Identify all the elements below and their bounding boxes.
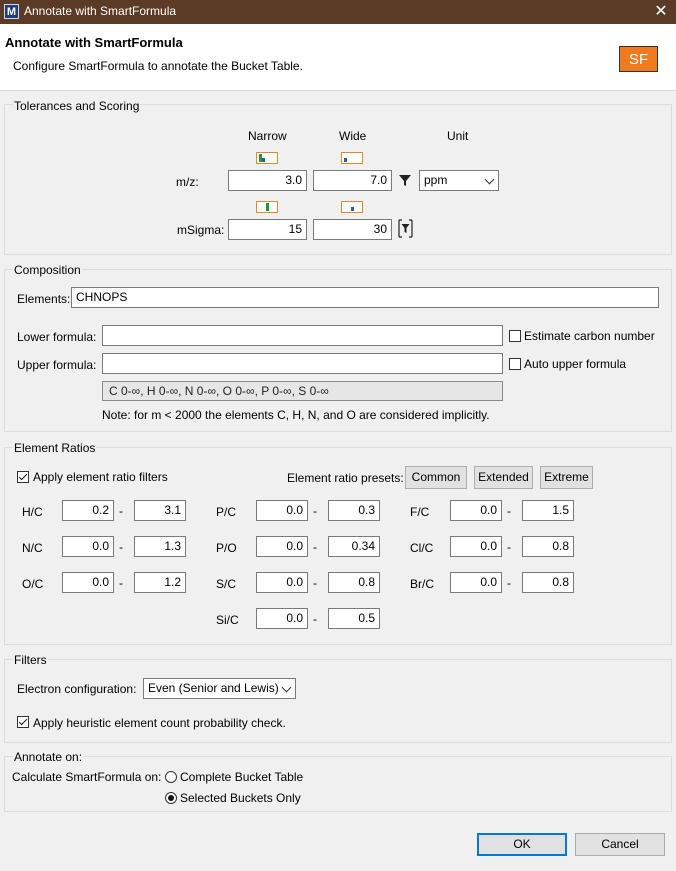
- ratio-clc-max-input[interactable]: 0.8: [522, 536, 574, 557]
- unit-header: Unit: [447, 129, 469, 143]
- ratio-clc-dash: -: [507, 540, 511, 554]
- ratio-fc-max-input[interactable]: 1.5: [522, 500, 574, 521]
- upper-formula-label: Upper formula:: [17, 358, 97, 372]
- preset-extended-button[interactable]: Extended: [474, 466, 533, 489]
- radio-complete-bucket-table[interactable]: [165, 771, 177, 783]
- ratio-po-min-input[interactable]: 0.0: [256, 536, 308, 557]
- ratio-oc-dash: -: [119, 576, 123, 590]
- msigma-wide-score-gauge: [341, 201, 363, 213]
- preset-common-button[interactable]: Common: [405, 466, 467, 489]
- ratio-sic-min-input[interactable]: 0.0: [256, 608, 308, 629]
- upper-formula-input[interactable]: [102, 353, 503, 374]
- ratio-hc-dash: -: [119, 504, 123, 518]
- auto-upper-formula-checkbox[interactable]: [509, 358, 521, 370]
- msigma-narrow-score-gauge: [256, 201, 278, 213]
- composition-group-label: Composition: [14, 263, 81, 277]
- ratio-pc-max-input[interactable]: 0.3: [328, 500, 380, 521]
- ratio-nc-dash: -: [119, 540, 123, 554]
- ratio-clc-min-input[interactable]: 0.0: [450, 536, 502, 557]
- ratio-hc-label: H/C: [22, 505, 43, 519]
- ratio-oc-max-input[interactable]: 1.2: [134, 572, 186, 593]
- ratio-sc-min-input[interactable]: 0.0: [256, 572, 308, 593]
- mz-wide-score-gauge: [341, 152, 363, 164]
- preset-extreme-button[interactable]: Extreme: [540, 466, 593, 489]
- ratio-nc-min-input[interactable]: 0.0: [62, 536, 114, 557]
- ratio-po-label: P/O: [216, 541, 237, 555]
- estimate-carbon-label: Estimate carbon number: [524, 329, 655, 343]
- elements-input[interactable]: CHNOPS: [71, 287, 659, 308]
- filters-group: [4, 659, 672, 743]
- ratio-nc-max-input[interactable]: 1.3: [134, 536, 186, 557]
- msigma-wide-input[interactable]: 30: [313, 219, 392, 240]
- ratio-sc-label: S/C: [216, 577, 237, 591]
- formula-range-summary: C 0-∞, H 0-∞, N 0-∞, O 0-∞, P 0-∞, S 0-∞: [102, 381, 503, 401]
- estimate-carbon-checkbox[interactable]: [509, 330, 521, 342]
- filters-group-label: Filters: [14, 653, 47, 667]
- element-ratios-group-label: Element Ratios: [14, 441, 96, 455]
- calc-on-label: Calculate SmartFormula on:: [12, 770, 162, 784]
- msigma-label: mSigma:: [177, 223, 225, 237]
- ratio-hc-min-input[interactable]: 0.2: [62, 500, 114, 521]
- narrow-header: Narrow: [248, 129, 287, 143]
- ok-button[interactable]: OK: [477, 833, 567, 856]
- ratio-po-max-input[interactable]: 0.34: [328, 536, 380, 557]
- ratio-pc-label: P/C: [216, 505, 237, 519]
- mz-narrow-input[interactable]: 3.0: [228, 170, 307, 191]
- composition-note: Note: for m < 2000 the elements C, H, N, and O are considered implicitly.: [102, 408, 490, 422]
- filter-outline-icon[interactable]: [397, 219, 414, 238]
- apply-ratio-filters-checkbox[interactable]: [17, 471, 29, 483]
- ratio-brc-dash: -: [507, 576, 511, 590]
- lower-formula-label: Lower formula:: [17, 330, 97, 344]
- ratio-pc-min-input[interactable]: 0.0: [256, 500, 308, 521]
- annotate-on-group: [4, 756, 672, 812]
- smartformula-logo: SF: [619, 46, 658, 72]
- mz-wide-input[interactable]: 7.0: [313, 170, 392, 191]
- heuristic-check-label: Apply heuristic element count probability check.: [33, 716, 286, 730]
- ratio-brc-label: Br/C: [410, 577, 434, 591]
- electron-config-select[interactable]: [143, 678, 296, 699]
- ratio-clc-label: Cl/C: [410, 541, 434, 555]
- mz-label: m/z:: [176, 175, 199, 189]
- electron-config-label: Electron configuration:: [17, 682, 137, 696]
- unit-select[interactable]: [419, 170, 499, 191]
- ratio-fc-dash: -: [507, 504, 511, 518]
- tolerances-group-label: Tolerances and Scoring: [14, 99, 140, 113]
- header-subtitle: Configure SmartFormula to annotate the Bucket Table.: [13, 59, 303, 73]
- filter-icon[interactable]: [398, 173, 412, 187]
- heuristic-check-checkbox[interactable]: [17, 716, 29, 728]
- ratio-sic-max-input[interactable]: 0.5: [328, 608, 380, 629]
- wide-header: Wide: [339, 129, 367, 143]
- cancel-button[interactable]: Cancel: [575, 833, 665, 856]
- radio-selected-buckets-only[interactable]: [165, 792, 177, 804]
- close-icon[interactable]: ✕: [654, 3, 668, 20]
- app-icon: M: [4, 4, 19, 19]
- ratio-brc-min-input[interactable]: 0.0: [450, 572, 502, 593]
- mz-narrow-score-gauge: [256, 152, 278, 164]
- selected-buckets-only-label: Selected Buckets Only: [180, 791, 301, 805]
- ratio-sic-label: Si/C: [216, 613, 239, 627]
- ratio-fc-label: F/C: [410, 505, 430, 519]
- annotate-on-group-label: Annotate on:: [14, 750, 83, 764]
- chevron-down-icon: [485, 175, 495, 185]
- ratio-po-dash: -: [313, 540, 317, 554]
- chevron-down-icon: [282, 683, 292, 693]
- lower-formula-input[interactable]: [102, 325, 503, 346]
- auto-upper-formula-label: Auto upper formula: [524, 357, 627, 371]
- electron-config-value: Even (Senior and Lewis): [148, 681, 279, 695]
- elements-label: Elements:: [17, 292, 71, 306]
- complete-bucket-table-label: Complete Bucket Table: [180, 770, 304, 784]
- ratio-fc-min-input[interactable]: 0.0: [450, 500, 502, 521]
- ratio-oc-label: O/C: [22, 577, 44, 591]
- window-title: Annotate with SmartFormula: [24, 4, 177, 18]
- ratio-brc-max-input[interactable]: 0.8: [522, 572, 574, 593]
- title-bar: [0, 0, 676, 24]
- dialog-header: [0, 24, 676, 91]
- ratio-sc-dash: -: [313, 576, 317, 590]
- ratio-hc-max-input[interactable]: 3.1: [134, 500, 186, 521]
- apply-ratio-filters-label: Apply element ratio filters: [33, 470, 168, 484]
- unit-select-value: ppm: [424, 173, 448, 187]
- ratio-pc-dash: -: [313, 504, 317, 518]
- ratio-sc-max-input[interactable]: 0.8: [328, 572, 380, 593]
- header-title: Annotate with SmartFormula: [5, 35, 183, 50]
- ratio-oc-min-input[interactable]: 0.0: [62, 572, 114, 593]
- msigma-narrow-input[interactable]: 15: [228, 219, 307, 240]
- ratio-nc-label: N/C: [22, 541, 43, 555]
- presets-label: Element ratio presets:: [287, 471, 404, 485]
- ratio-sic-dash: -: [313, 612, 317, 626]
